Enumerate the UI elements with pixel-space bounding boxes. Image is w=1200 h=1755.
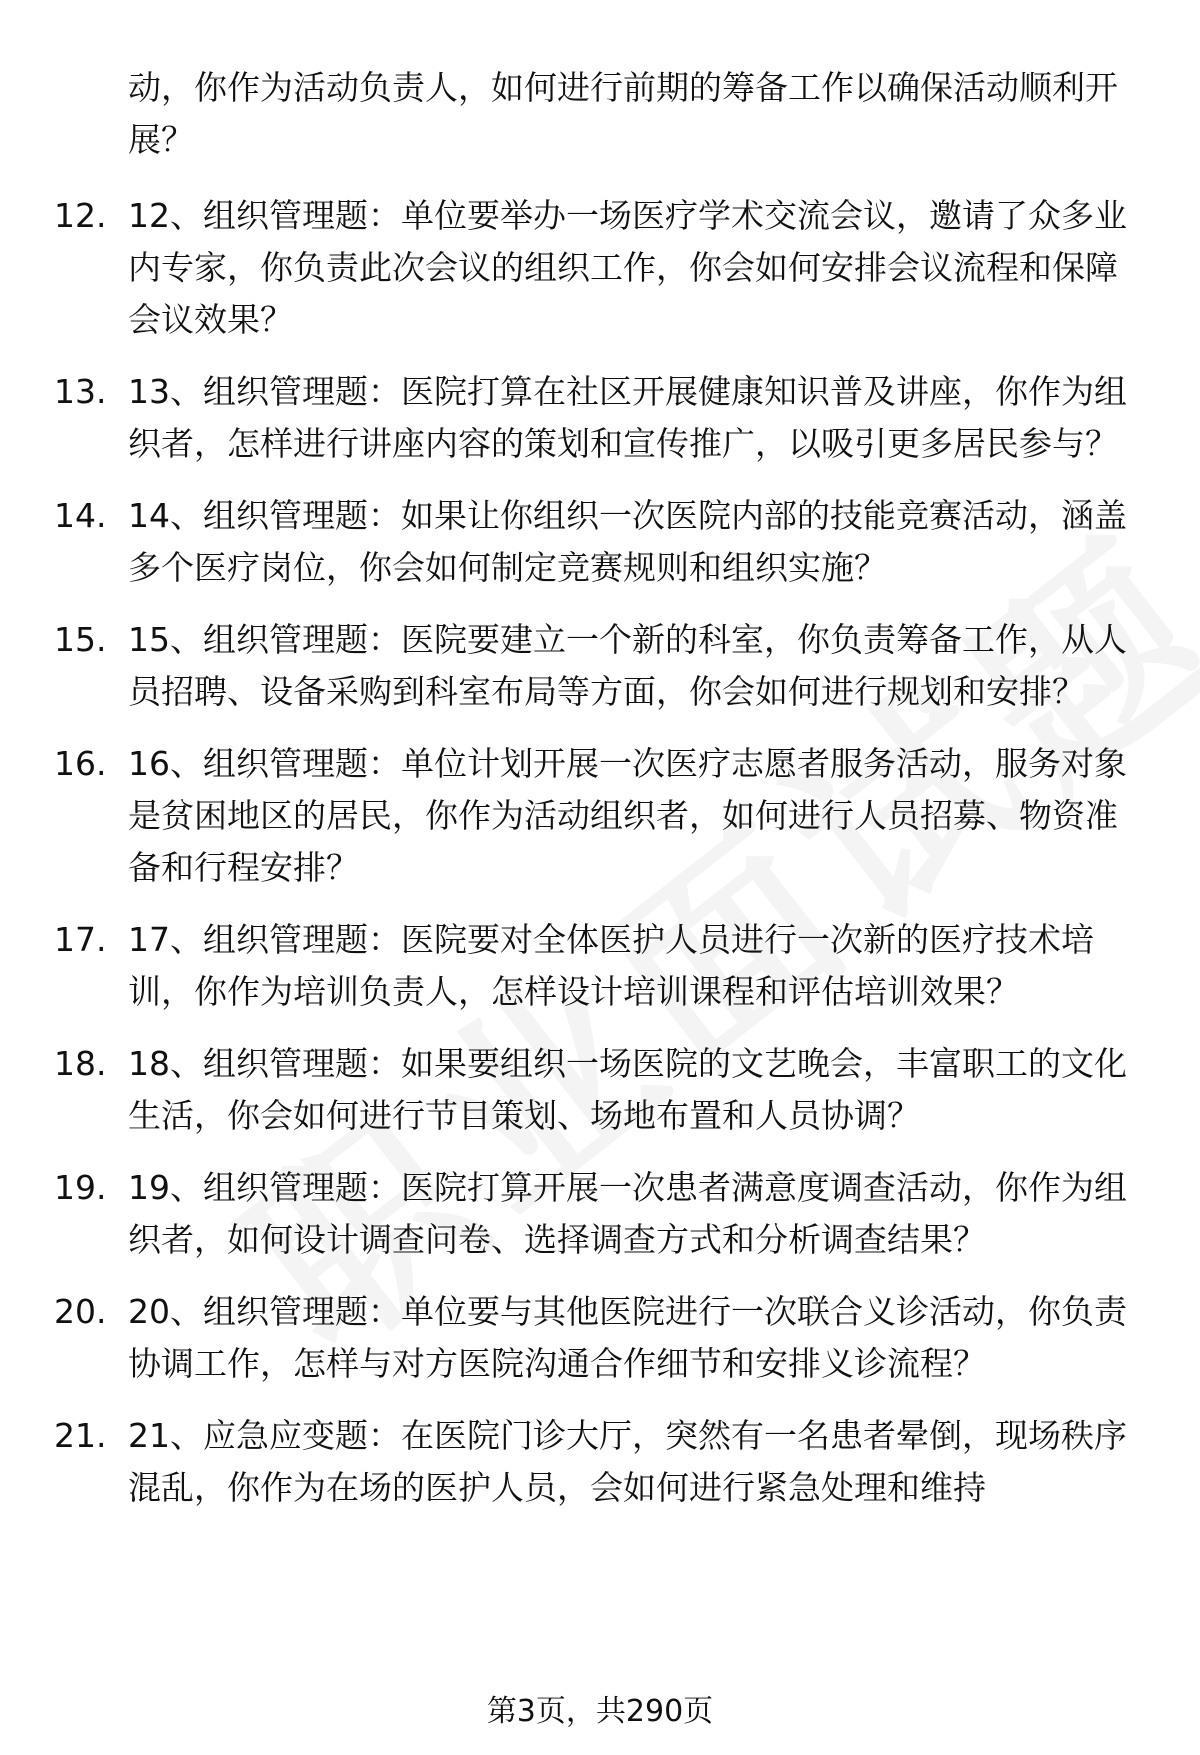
page-footer: 第3页，共290页 bbox=[486, 1694, 714, 1729]
item-text: 19、组织管理题：医院打算开展一次患者满意度调查活动，你作为组织者，如何设计调查问卷、选择调查方式和分析调查结果？ bbox=[128, 1168, 1127, 1259]
item-number: 14. bbox=[54, 496, 107, 535]
continued-question-text: 动，你作为活动负责人，如何进行前期的筹备工作以确保活动顺利开展？ bbox=[128, 68, 1118, 159]
question-list bbox=[0, 190, 1200, 1534]
item-text: 14、组织管理题：如果让你组织一次医院内部的技能竞赛活动，涵盖多个医疗岗位，你会如何制定竞赛规则和组织实施？ bbox=[128, 496, 1127, 587]
list-item bbox=[0, 1038, 1200, 1142]
list-item bbox=[0, 614, 1200, 718]
item-text: 18、组织管理题：如果要组织一场医院的文艺晚会，丰富职工的文化生活，你会如何进行节目策划、场地布置和人员协调？ bbox=[128, 1044, 1127, 1135]
item-text: 20、组织管理题：单位要与其他医院进行一次联合义诊活动，你负责协调工作，怎样与对方医院沟通合作细节和安排义诊流程？ bbox=[128, 1292, 1127, 1383]
item-number: 19. bbox=[54, 1168, 107, 1207]
item-number: 13. bbox=[54, 372, 107, 411]
list-item bbox=[0, 490, 1200, 594]
list-item bbox=[0, 1162, 1200, 1266]
item-text: 17、组织管理题：医院要对全体医护人员进行一次新的医疗技术培训，你作为培训负责人，怎样设计培训课程和评估培训效果？ bbox=[128, 920, 1094, 1011]
list-item bbox=[0, 1410, 1200, 1514]
item-number: 15. bbox=[54, 620, 107, 659]
item-number: 12. bbox=[54, 196, 107, 235]
item-number: 18. bbox=[54, 1044, 107, 1083]
item-text: 12、组织管理题：单位要举办一场医疗学术交流会议，邀请了众多业内专家，你负责此次会议的组织工作，你会如何安排会议流程和保障会议效果？ bbox=[128, 196, 1127, 339]
item-text: 16、组织管理题：单位计划开展一次医疗志愿者服务活动，服务对象是贫困地区的居民，你作为活动组织者，如何进行人员招募、物资准备和行程安排？ bbox=[128, 744, 1127, 887]
list-item bbox=[0, 914, 1200, 1018]
item-number: 17. bbox=[54, 920, 107, 959]
item-text: 13、组织管理题：医院打算在社区开展健康知识普及讲座，你作为组织者，怎样进行讲座内容的策划和宣传推广，以吸引更多居民参与？ bbox=[128, 372, 1127, 463]
list-item bbox=[0, 738, 1200, 894]
item-number: 21. bbox=[54, 1416, 107, 1455]
item-text: 21、应急应变题：在医院门诊大厅，突然有一名患者晕倒，现场秩序混乱，你作为在场的医护人员，会如何进行紧急处理和维持 bbox=[128, 1416, 1127, 1507]
item-number: 16. bbox=[54, 744, 107, 783]
item-text: 15、组织管理题：医院要建立一个新的科室，你负责筹备工作，从人员招聘、设备采购到科室布局等方面，你会如何进行规划和安排？ bbox=[128, 620, 1127, 711]
list-item bbox=[0, 190, 1200, 346]
list-item bbox=[0, 366, 1200, 470]
list-item bbox=[0, 1286, 1200, 1390]
item-number: 20. bbox=[54, 1292, 107, 1331]
